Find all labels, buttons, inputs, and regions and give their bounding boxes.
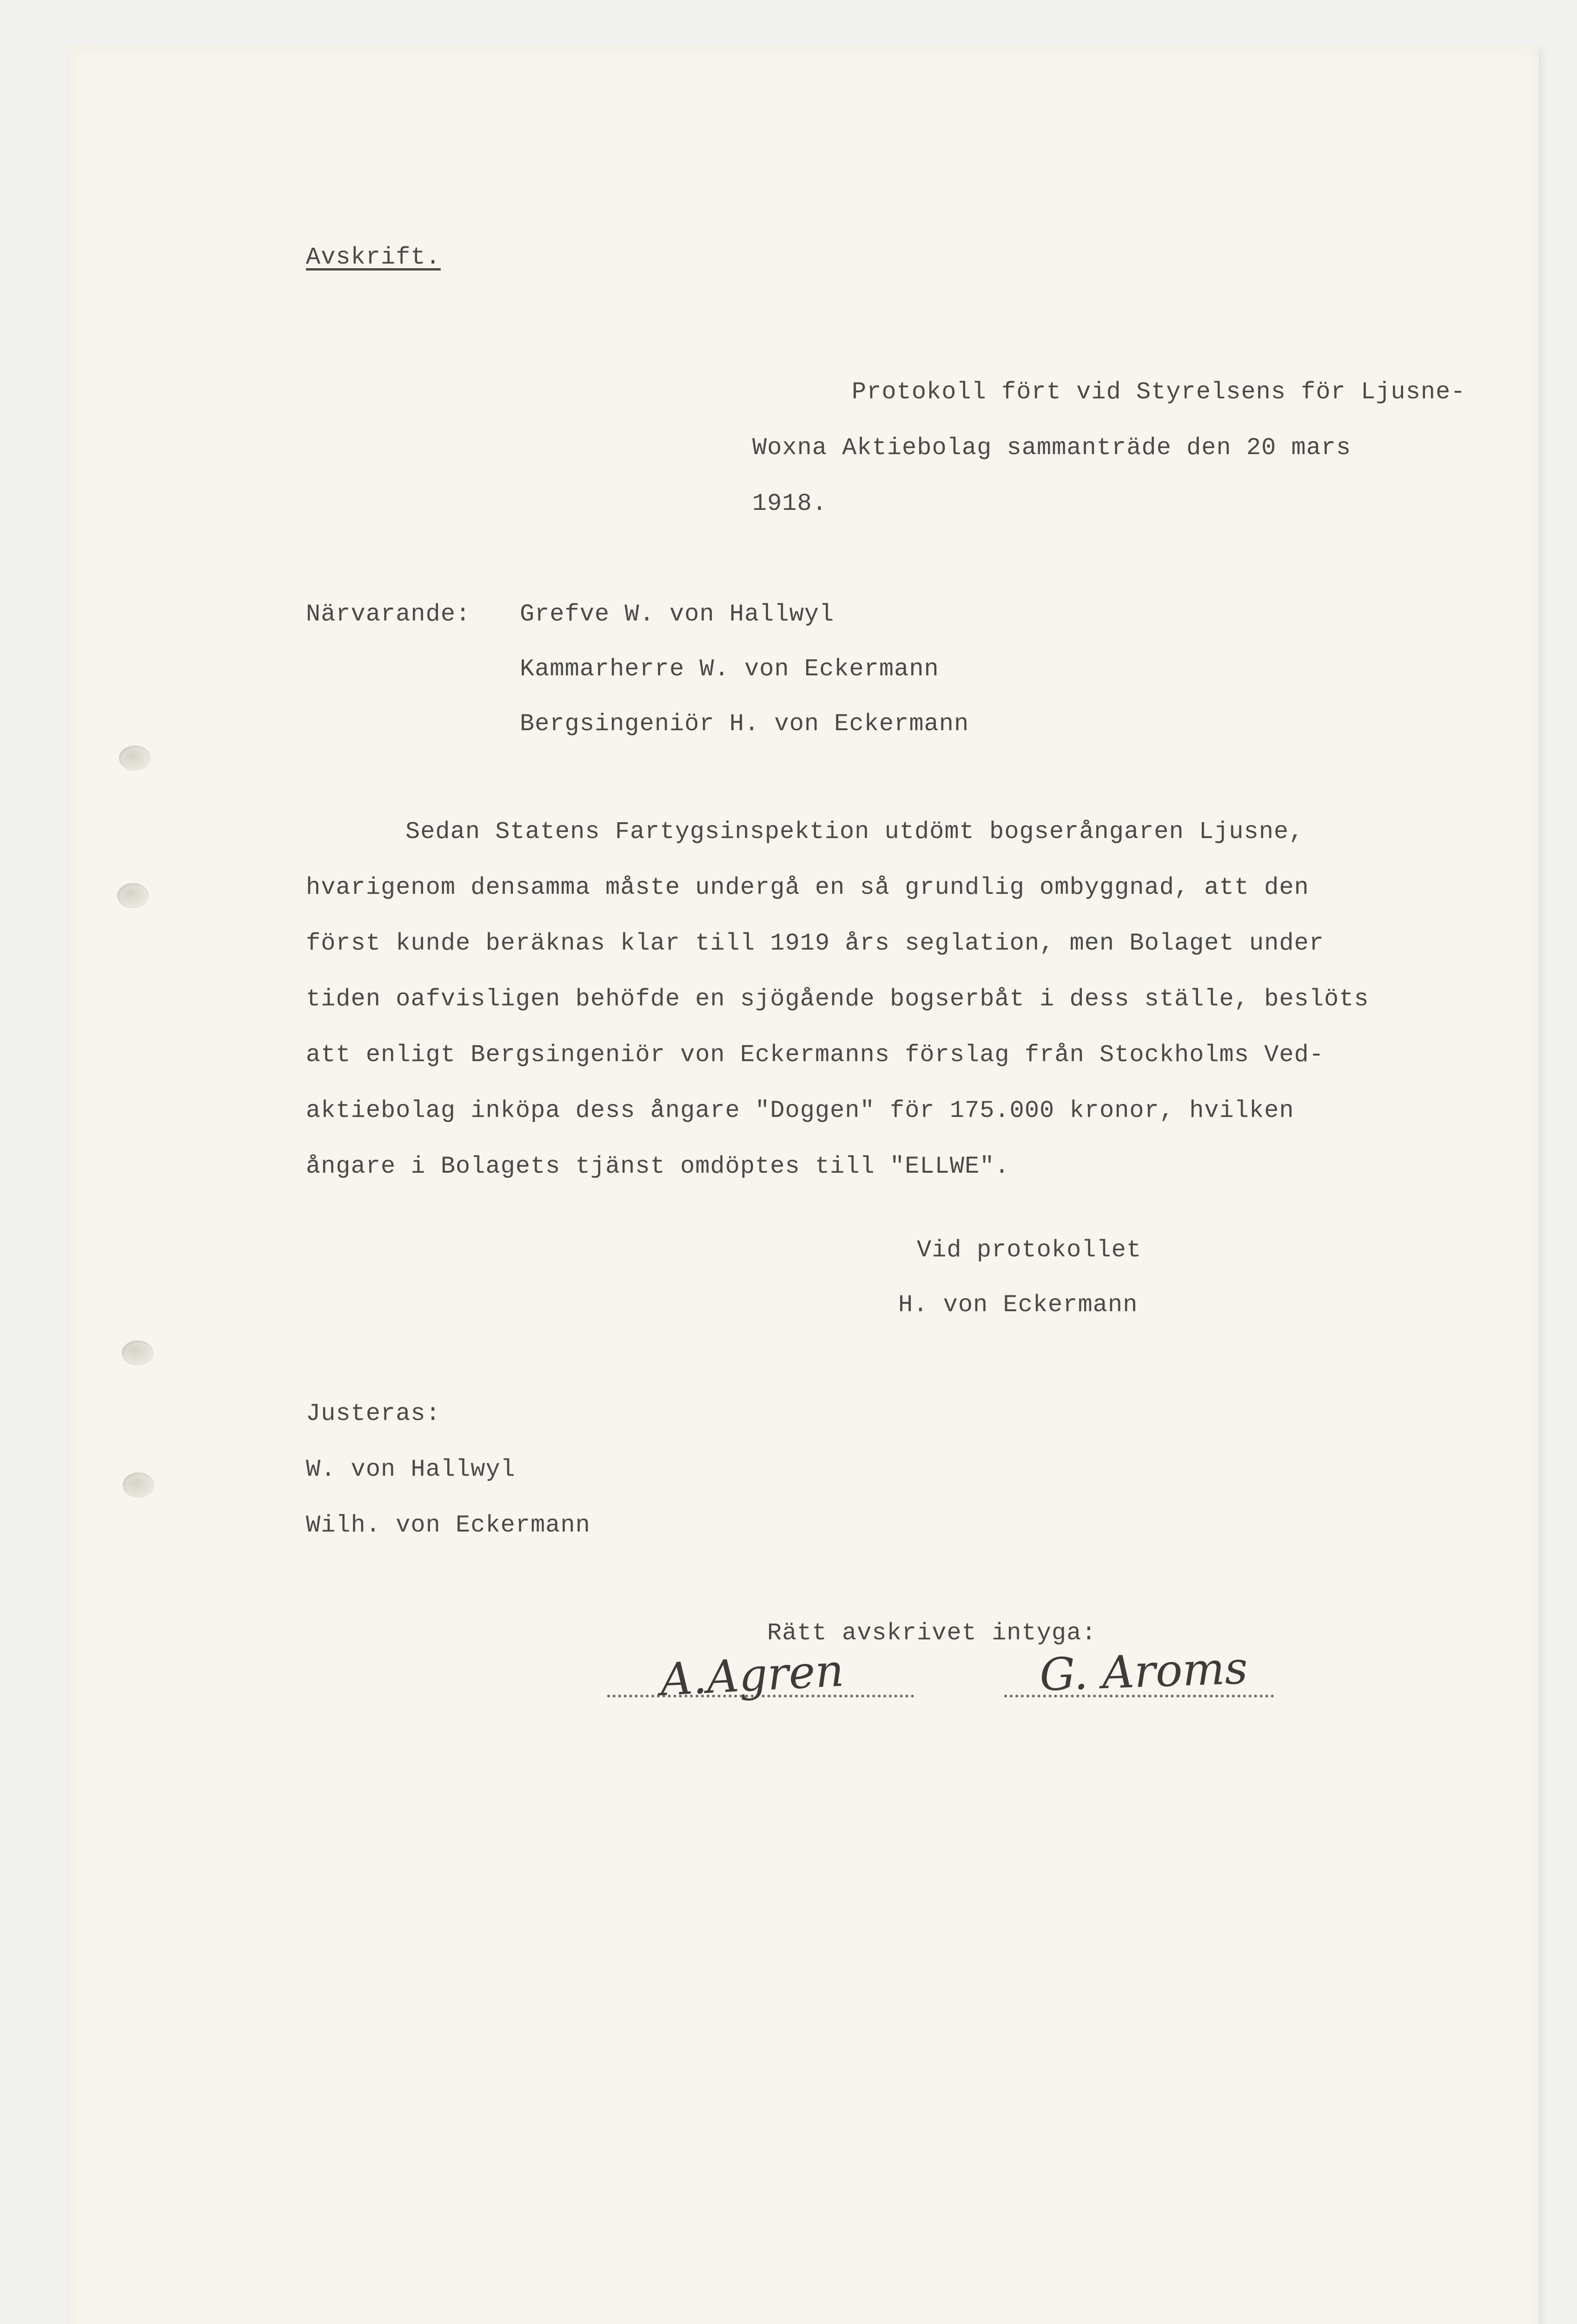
punch-hole <box>117 883 149 908</box>
body-line: hvarigenom densamma måste undergå en så grundlig ombyggnad, att den <box>306 874 1309 901</box>
minutes-signer: H. von Eckermann <box>898 1291 1138 1319</box>
present-label: Närvarande: <box>306 601 471 628</box>
present-member: Kammarherre W. von Eckermann <box>520 655 939 683</box>
heading-line: 1918. <box>752 490 828 517</box>
present-member: Bergsingeniör H. von Eckermann <box>520 710 969 738</box>
punch-hole <box>122 1340 153 1366</box>
body-line: tiden oafvisligen behöfde en sjögående bogserbåt i dess ställe, beslöts <box>306 985 1369 1013</box>
body-line: ångare i Bolagets tjänst omdöptes till "ELLWE". <box>306 1153 1010 1180</box>
adjuster-name: W. von Hallwyl <box>306 1456 516 1483</box>
body-line: aktiebolag inköpa dess ångare "Doggen" för 175.000 kronor, hvilken <box>306 1097 1294 1124</box>
heading-line: Protokoll fört vid Styrelsens för Ljusne- <box>852 378 1466 406</box>
signature: A.Agren <box>659 1644 845 1706</box>
body-line: först kunde beräknas klar till 1919 års seglation, men Bolaget under <box>306 930 1324 957</box>
body-line: att enligt Bergsingeniör von Eckermanns förslag från Stockholms Ved- <box>306 1041 1324 1069</box>
signature: G. Aroms <box>1039 1642 1249 1701</box>
adjuster-name: Wilh. von Eckermann <box>306 1512 590 1539</box>
minutes-label: Vid protokollet <box>917 1236 1142 1264</box>
certify-label: Rätt avskrivet intyga: <box>767 1619 1097 1647</box>
heading-line: Woxna Aktiebolag sammanträde den 20 mars <box>752 434 1352 462</box>
document-title: Avskrift. <box>306 244 441 271</box>
body-line: Sedan Statens Fartygsinspektion utdömt bogserångaren Ljusne, <box>405 818 1304 845</box>
present-member: Grefve W. von Hallwyl <box>520 601 835 628</box>
adjust-label: Justeras: <box>306 1400 441 1427</box>
punch-hole <box>119 746 151 771</box>
punch-hole <box>123 1472 154 1498</box>
